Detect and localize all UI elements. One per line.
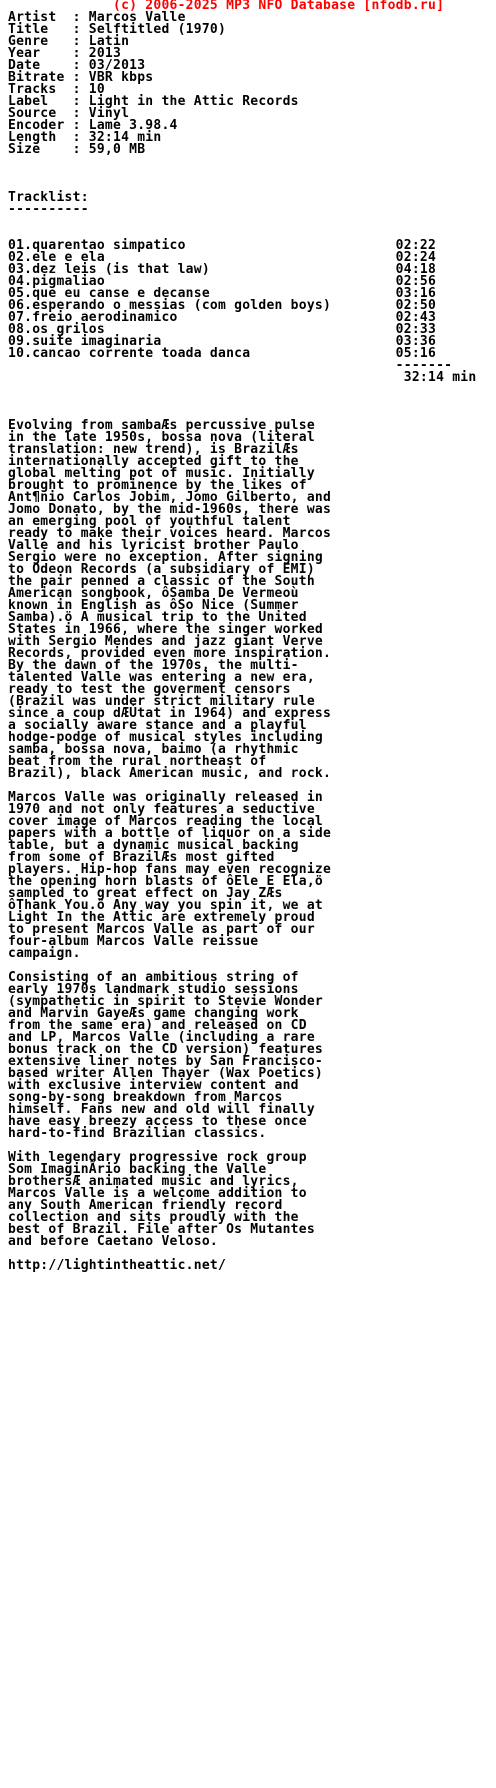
- total-rule: -------: [8, 358, 453, 373]
- info-date: Date : 03/2013: [8, 58, 146, 73]
- info-encoder: Encoder : Lame 3.98.4: [8, 118, 178, 133]
- description-line: global melting pot of music. Initially: [8, 466, 315, 481]
- description-line: Records, provided even more inspiration.: [8, 646, 332, 661]
- total-length: 32:14 min: [8, 370, 477, 385]
- description-line: any South American friendly record: [8, 1198, 283, 1213]
- description-line: Jomo Donato, by the mid-1960s, there was: [8, 502, 332, 517]
- description-line: ready to make their voices heard. Marcos: [8, 526, 332, 541]
- tracklist: [8, 192, 488, 384]
- description-line: sampled to great effect on Jay ZÆs: [8, 886, 283, 901]
- track-row: 04.pigmaliao 02:56: [8, 274, 437, 289]
- description-line: samba, bossa nova, baimo (a rhythmic: [8, 742, 299, 757]
- description-line: himself. Fans new and old will finally: [8, 1102, 315, 1117]
- nfodb-banner[interactable]: (c) 2006-2025 MP3 NFO Database [nfodb.ru]: [8, 0, 445, 13]
- description-line: Som ImaginÃrio backing the Valle: [8, 1162, 267, 1177]
- description-line: translation: new trend), is BrazilÆs: [8, 442, 299, 457]
- description-line: States in 1966, where the singer worked: [8, 622, 323, 637]
- info-length: Length : 32:14 min: [8, 130, 162, 145]
- track-row: 09.suite imaginaria 03:36: [8, 334, 437, 349]
- description-line: Brazil), black American music, and rock.: [8, 766, 332, 781]
- info-bitrate: Bitrate : VBR kbps: [8, 70, 154, 85]
- nfo-document: [8, 0, 488, 1272]
- blank-line: [8, 168, 488, 180]
- description-line: (sympathetic in spirit to Stevie Wonder: [8, 994, 323, 1009]
- description-line: and Marvin GayeÆs game changing work: [8, 1006, 299, 1021]
- release-info: [8, 12, 488, 156]
- description-line: internationally accepted gift to the: [8, 454, 299, 469]
- description-line: talented Valle was entering a new era,: [8, 670, 315, 685]
- description-line: early 1970s landmark studio sessions: [8, 982, 299, 997]
- description-line: hard-to-find Brazilian classics.: [8, 1126, 267, 1141]
- description-line: and before Caetano Veloso.: [8, 1234, 218, 1249]
- description-line: With legendary progressive rock group: [8, 1150, 307, 1165]
- description-line: extensive liner notes by San Francisco-: [8, 1054, 323, 1069]
- description-line: papers with a bottle of liquor on a side: [8, 826, 332, 841]
- track-row: 02.ele e ela 02:24: [8, 250, 437, 265]
- description-line: a socially aware stance and a playful: [8, 718, 307, 733]
- description-paragraph-4: [8, 1152, 488, 1248]
- description-line: with Sergio Mendes and jazz giant Verve: [8, 634, 323, 649]
- description-line: to Odeon Records (a subsidiary of EMI): [8, 562, 315, 577]
- description-paragraph-3: [8, 972, 488, 1140]
- description-line: beat from the rural northeast of: [8, 754, 267, 769]
- description-line: By the dawn of the 1970s, the multi-: [8, 658, 299, 673]
- description-line: song-by-song breakdown from Marcos: [8, 1090, 283, 1105]
- description-line: an emerging pool of youthful talent: [8, 514, 291, 529]
- blank-line: [8, 156, 488, 168]
- description-line: American songbook, ôSamba De Vermeoù: [8, 586, 299, 601]
- description-line: hodge-podge of musical styles including: [8, 730, 323, 745]
- info-title: Title : Selftitled (1970): [8, 22, 227, 37]
- blank-line: [8, 396, 488, 408]
- description-line: Samba).ö A musical trip to the United: [8, 610, 307, 625]
- info-tracks: Tracks : 10: [8, 82, 105, 97]
- track-row: 08.os grilos 02:33: [8, 322, 437, 337]
- description-line: in the late 1950s, bossa nova (literal: [8, 430, 315, 445]
- description-line: the opening horn blasts of ôEle E Ela,ö: [8, 874, 323, 889]
- description-line: based writer Allen Thayer (Wax Poetics): [8, 1066, 323, 1081]
- description-line: and LP, Marcos Valle (including a rare: [8, 1030, 315, 1045]
- description-line: to present Marcos Valle as part of our: [8, 922, 315, 937]
- description-line: with exclusive interview content and: [8, 1078, 299, 1093]
- description-line: Sergio were no exception. After signing: [8, 550, 323, 565]
- blank-line: [8, 216, 488, 228]
- track-row: 06.esperando o messias (com golden boys) 02:50: [8, 298, 437, 313]
- info-year: Year : 2013: [8, 46, 122, 61]
- description-line: Evolving from sambaÆs percussive pulse: [8, 418, 315, 433]
- label-website-link[interactable]: http://lightintheattic.net/: [8, 1258, 227, 1273]
- description-line: from the same era) and released on CD: [8, 1018, 307, 1033]
- info-label: Label : Light in the Attic Records: [8, 94, 299, 109]
- info-artist: Artist : Marcos Valle: [8, 10, 186, 25]
- track-row: 03.dez leis (is that law) 04:18: [8, 262, 437, 277]
- description-line: Marcos Valle was originally released in: [8, 790, 323, 805]
- info-genre: Genre : Latin: [8, 34, 130, 49]
- tracklist-underline: ----------: [8, 202, 89, 217]
- description-line: best of Brazil. File after Os Mutantes: [8, 1222, 315, 1237]
- description-line: have easy breezy access to these once: [8, 1114, 307, 1129]
- description-line: cover image of Marcos reading the local: [8, 814, 323, 829]
- description-line: (Brazil was under strict military rule: [8, 694, 315, 709]
- description-line: ôThank You.ö Any way you spin it, we at: [8, 898, 323, 913]
- description-line: players. Hip-hop fans may even recognize: [8, 862, 332, 877]
- description-line: Consisting of an ambitious string of: [8, 970, 299, 985]
- description-line: Marcos Valle is a welcome addition to: [8, 1186, 307, 1201]
- description-paragraph-2: [8, 792, 488, 960]
- description-line: four-album Marcos Valle reissue: [8, 934, 259, 949]
- tracklist-heading: Tracklist:: [8, 190, 89, 205]
- track-row: 05.que eu canse e decanse 03:16: [8, 286, 437, 301]
- description-line: known in English as ôSo Nice (Summer: [8, 598, 299, 613]
- track-row: 07.freio aerodinamico 02:43: [8, 310, 437, 325]
- description-line: Valle and his lyricist brother Paulo: [8, 538, 299, 553]
- description-line: brothersÆ animated music and lyrics,: [8, 1174, 299, 1189]
- description-paragraph-1: [8, 420, 488, 780]
- description-line: bonus track on the CD version) features: [8, 1042, 323, 1057]
- description-line: ready to test the goverment censors: [8, 682, 291, 697]
- description-line: collection and sits proudly with the: [8, 1210, 299, 1225]
- description-line: since a coup dÆÚtat in 1964) and express: [8, 706, 332, 721]
- blank-line: [8, 384, 488, 396]
- description-line: table, but a dynamic musical backing: [8, 838, 299, 853]
- info-size: Size : 59,0 MB: [8, 142, 146, 157]
- description-line: Ant¶nio Carlos Jobim, Jomo Gilberto, and: [8, 490, 332, 505]
- description-line: the pair penned a classic of the South: [8, 574, 315, 589]
- description-line: Light In the Attic are extremely proud: [8, 910, 315, 925]
- track-row: 10.cancao corrente toada danca 05:16: [8, 346, 437, 361]
- description-line: brought to prominence by the likes of: [8, 478, 307, 493]
- info-source: Source : Vinyl: [8, 106, 130, 121]
- track-row: 01.quarentao simpatico 02:22: [8, 238, 437, 253]
- description-line: 1970 and not only features a seductive: [8, 802, 315, 817]
- description-line: campaign.: [8, 946, 81, 961]
- description-line: from some of BrazilÆs most gifted: [8, 850, 275, 865]
